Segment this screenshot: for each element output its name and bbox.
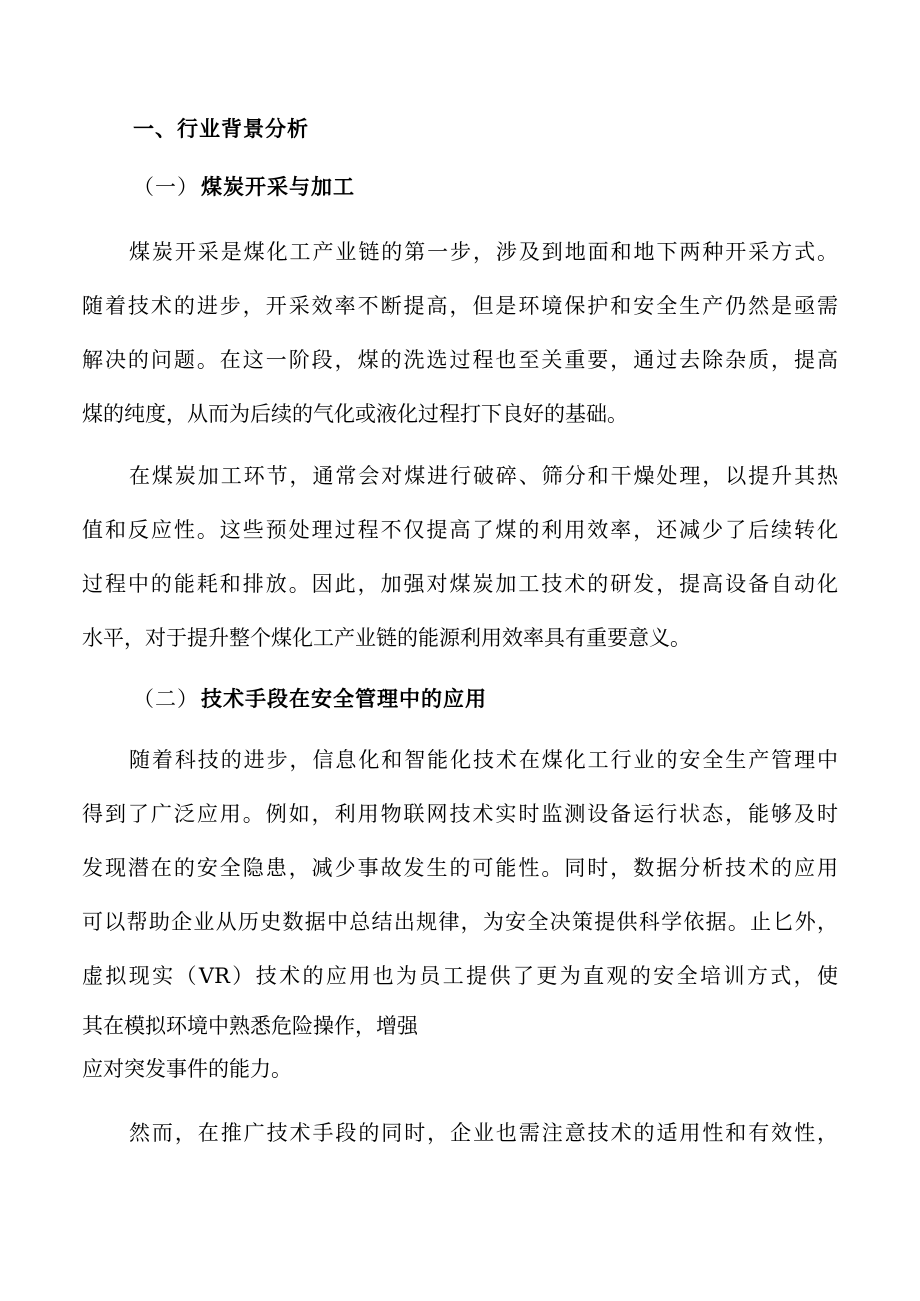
subsection-heading-1 <box>133 172 355 202</box>
paragraph-2 <box>82 449 838 665</box>
paragraph-line: 得到了广泛应用。例如，利用物联网技术实时监测设备运行状态，能够及时 <box>82 802 838 826</box>
subsection-number: （二） <box>133 687 199 711</box>
paragraph-3 <box>82 733 838 1089</box>
section-heading: 一、行业背景分析 <box>133 117 309 141</box>
subsection-title: 技术手段在安全管理中的应用 <box>201 687 487 711</box>
paragraph-line: 过程中的能耗和排放。因此，加强对煤炭加工技术的研发，提高设备自动化 <box>82 572 838 596</box>
paragraph-line: 可以帮助企业从历史数据中总结出规律，为安全决策提供科学依据。止匕外， <box>82 910 838 934</box>
paragraph-line: 随着技术的进步，开采效率不断提高，但是环境保护和安全生产仍然是亟需 <box>82 294 838 318</box>
paragraph-line: 应对突发事件的能力。 <box>82 1057 292 1081</box>
paragraph-line: 煤炭开采是煤化工产业链的第一步，涉及到地面和地下两种开采方式。 <box>129 240 838 264</box>
paragraph-line: 其在模拟环境中熟悉危险操作，增强 <box>82 1014 418 1038</box>
paragraph-4 <box>82 1106 838 1160</box>
subsection-number: （一） <box>133 175 199 199</box>
paragraph-line: 煤的纯度，从而为后续的气化或液化过程打下良好的基础。 <box>82 402 628 426</box>
paragraph-line: 随着科技的进步，信息化和智能化技术在煤化工行业的安全生产管理中 <box>129 748 838 772</box>
subsection-heading-2 <box>133 684 487 714</box>
paragraph-1 <box>82 225 838 441</box>
subsection-title: 煤炭开采与加工 <box>201 175 355 199</box>
paragraph-line: 值和反应性。这些预处理过程不仅提高了煤的利用效率，还减少了后续转化 <box>82 518 838 542</box>
paragraph-line: 解决的问题。在这一阶段，煤的洗选过程也至关重要，通过去除杂质，提高 <box>82 348 838 372</box>
paragraph-line: 在煤炭加工环节，通常会对煤进行破碎、筛分和干燥处理，以提升其热 <box>129 464 838 488</box>
paragraph-line: 发现潜在的安全隐患，减少事故发生的可能性。同时，数据分析技术的应用 <box>82 856 838 880</box>
paragraph-line: 水平，对于提升整个煤化工产业链的能源利用效率具有重要意义。 <box>82 626 691 650</box>
paragraph-line: 虚拟现实（VR）技术的应用也为员工提供了更为直观的安全培训方式，使 <box>82 964 838 988</box>
paragraph-line: 然而，在推广技术手段的同时，企业也需注意技术的适用性和有效性， <box>129 1121 838 1145</box>
